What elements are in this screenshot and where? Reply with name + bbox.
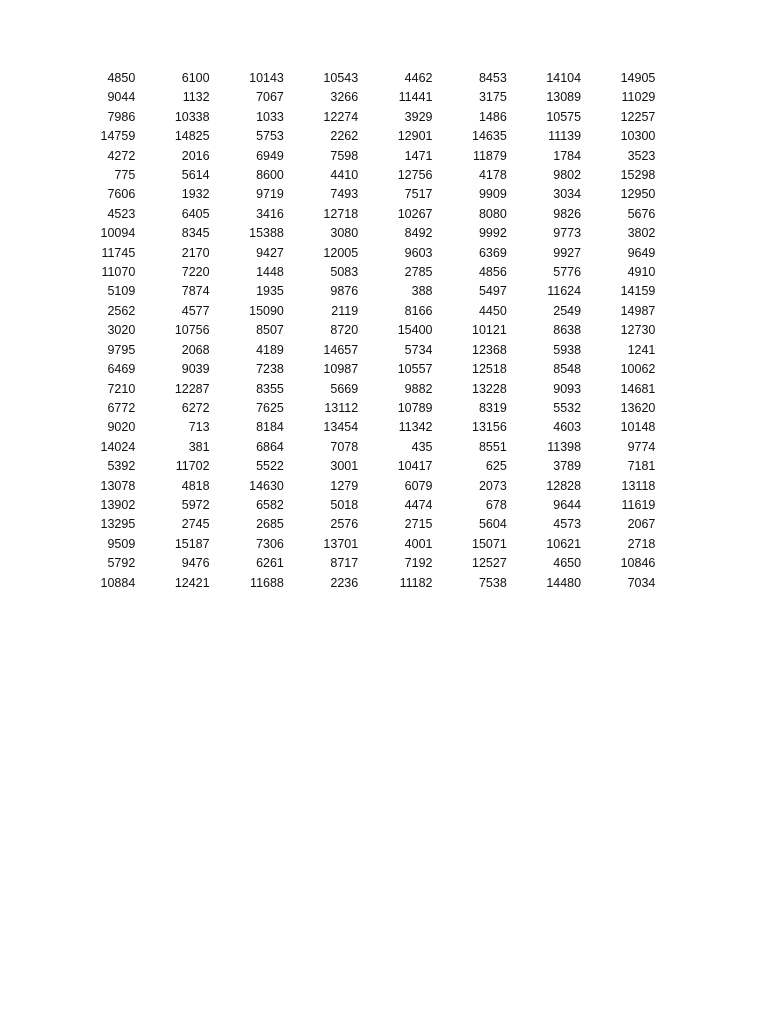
table-cell: 9876 — [330, 284, 359, 299]
table-cell: 11398 — [547, 439, 582, 454]
table-cell: 2745 — [181, 517, 210, 532]
table-cell: 2016 — [181, 148, 210, 163]
table-cell: 4001 — [404, 536, 433, 551]
table-cell: 9476 — [181, 556, 210, 571]
table-cell: 4523 — [107, 206, 136, 221]
table-cell: 9795 — [107, 342, 136, 357]
table-cell: 13156 — [472, 420, 507, 435]
table-cell: 6100 — [181, 71, 210, 85]
table-cell: 11745 — [101, 245, 136, 260]
table-cell: 2073 — [478, 478, 507, 493]
table-cell: 15090 — [249, 303, 284, 318]
table-cell: 9773 — [553, 226, 582, 241]
table-cell: 6582 — [256, 497, 284, 512]
table-cell: 10121 — [472, 323, 507, 338]
table-cell: 12421 — [174, 575, 210, 590]
table-cell: 6405 — [181, 206, 210, 221]
table-cell: 7067 — [256, 90, 284, 105]
table-cell: 2067 — [627, 517, 656, 532]
table-cell: 10143 — [249, 71, 284, 85]
table-cell: 14681 — [620, 381, 656, 396]
table-cell: 9882 — [404, 381, 433, 396]
table-cell: 11879 — [472, 148, 507, 163]
table-cell: 14024 — [100, 439, 136, 454]
table-cell: 15298 — [620, 168, 656, 183]
table-cell: 11139 — [548, 129, 582, 144]
table-cell: 5532 — [553, 400, 582, 415]
table-cell: 13295 — [100, 517, 136, 532]
table-cell: 10789 — [397, 400, 433, 415]
table-cell: 5753 — [256, 129, 284, 144]
table-row — [64, 185, 658, 204]
number-table-body — [64, 69, 658, 593]
table-cell: 7210 — [107, 381, 136, 396]
table-cell: 14104 — [546, 71, 582, 85]
table-cell: 14635 — [472, 129, 507, 144]
table-cell: 5676 — [627, 206, 656, 221]
table-cell: 9044 — [107, 90, 136, 105]
table-cell: 6469 — [107, 362, 136, 377]
table-row — [64, 263, 658, 282]
table-cell: 12901 — [397, 129, 433, 144]
table-cell: 9039 — [181, 362, 210, 377]
table-row — [64, 282, 658, 301]
table-cell: 1448 — [256, 265, 284, 280]
table-row — [64, 515, 658, 534]
table-row — [64, 205, 658, 224]
table-cell: 435 — [411, 439, 433, 454]
table-cell: 1132 — [182, 90, 210, 105]
table-row — [64, 399, 658, 418]
table-cell: 5734 — [404, 342, 433, 357]
table-cell: 3802 — [627, 226, 656, 241]
table-row — [64, 108, 658, 127]
table-cell: 14825 — [174, 129, 210, 144]
table-cell: 5776 — [553, 265, 582, 280]
table-row — [64, 321, 658, 340]
table-cell: 10338 — [174, 109, 210, 124]
table-cell: 8080 — [478, 206, 507, 221]
table-cell: 7598 — [330, 148, 359, 163]
table-cell: 4450 — [478, 303, 507, 318]
table-row — [64, 418, 658, 437]
table-cell: 12518 — [472, 362, 507, 377]
table-cell: 12756 — [397, 168, 433, 183]
table-cell: 11342 — [398, 420, 433, 435]
table-cell: 2170 — [181, 245, 210, 260]
table-cell: 1279 — [330, 478, 359, 493]
table-row — [64, 224, 658, 243]
table-cell: 11624 — [547, 284, 582, 299]
table-cell: 7625 — [256, 400, 284, 415]
table-row — [64, 341, 658, 360]
table-cell: 10884 — [100, 575, 136, 590]
table-cell: 8355 — [256, 381, 284, 396]
table-cell: 2562 — [107, 303, 136, 318]
table-cell: 5614 — [181, 168, 210, 183]
table-cell: 9093 — [553, 381, 582, 396]
table-cell: 7192 — [404, 556, 433, 571]
table-cell: 625 — [485, 459, 507, 474]
table-cell: 12274 — [323, 109, 359, 124]
table-cell: 10543 — [323, 71, 359, 85]
table-row — [64, 554, 658, 573]
table-cell: 4272 — [107, 148, 136, 163]
table-cell: 4818 — [181, 478, 210, 493]
table-cell: 5018 — [330, 497, 359, 512]
table-cell: 6772 — [107, 400, 136, 415]
table-cell: 2576 — [330, 517, 359, 532]
table-cell: 6079 — [404, 478, 433, 493]
table-cell: 8166 — [404, 303, 433, 318]
table-cell: 10621 — [546, 536, 582, 551]
table-cell: 4474 — [404, 497, 433, 512]
table-cell: 9826 — [553, 206, 582, 221]
table-cell: 7874 — [181, 284, 210, 299]
table-cell: 5669 — [330, 381, 359, 396]
table-cell: 1471 — [404, 148, 433, 163]
table-cell: 6272 — [181, 400, 210, 415]
table-cell: 3020 — [107, 323, 136, 338]
table-cell: 15400 — [397, 323, 433, 338]
table-cell: 1935 — [256, 284, 284, 299]
table-cell: 4462 — [404, 71, 433, 85]
table-cell: 8319 — [478, 400, 507, 415]
table-cell: 5109 — [107, 284, 136, 299]
table-cell: 10062 — [620, 362, 656, 377]
table-cell: 15071 — [472, 536, 507, 551]
table-cell: 8453 — [478, 71, 507, 85]
table-row — [64, 574, 658, 593]
table-cell: 775 — [114, 168, 136, 183]
table-cell: 7078 — [330, 439, 359, 454]
table-cell: 5604 — [478, 517, 507, 532]
table-cell: 9427 — [256, 245, 284, 260]
table-cell: 10756 — [174, 323, 210, 338]
table-cell: 10417 — [397, 459, 433, 474]
table-cell: 2715 — [404, 517, 433, 532]
table-cell: 1784 — [553, 148, 582, 163]
table-cell: 14657 — [323, 342, 359, 357]
table-cell: 14630 — [249, 478, 284, 493]
table-cell: 4573 — [553, 517, 582, 532]
table-cell: 14987 — [620, 303, 656, 318]
table-cell: 13902 — [100, 497, 136, 512]
table-cell: 7517 — [404, 187, 433, 202]
table-cell: 8551 — [478, 439, 507, 454]
table-cell: 3929 — [404, 109, 433, 124]
table-cell: 7306 — [256, 536, 284, 551]
table-cell: 13620 — [620, 400, 656, 415]
table-cell: 10987 — [323, 362, 359, 377]
table-cell: 2262 — [330, 129, 359, 144]
table-row — [64, 166, 658, 185]
table-cell: 1932 — [181, 187, 210, 202]
table-cell: 9992 — [478, 226, 507, 241]
table-cell: 9020 — [107, 420, 136, 435]
table-cell: 4178 — [478, 168, 507, 183]
table-cell: 8184 — [256, 420, 284, 435]
table-cell: 7986 — [107, 109, 136, 124]
table-cell: 5938 — [553, 342, 582, 357]
table-cell: 13112 — [324, 400, 359, 415]
table-cell: 12287 — [174, 381, 210, 396]
table-row — [64, 477, 658, 496]
table-cell: 713 — [188, 420, 210, 435]
table-cell: 13089 — [546, 90, 582, 105]
table-row — [64, 244, 658, 263]
table-row — [64, 69, 658, 88]
table-cell: 6261 — [256, 556, 284, 571]
table-row — [64, 438, 658, 457]
table-cell: 12005 — [323, 245, 359, 260]
table-cell: 5522 — [256, 459, 284, 474]
table-cell: 10557 — [397, 362, 433, 377]
table-cell: 5392 — [107, 459, 136, 474]
table-cell: 3034 — [553, 187, 582, 202]
table-cell: 12718 — [323, 206, 359, 221]
table-cell: 3001 — [330, 459, 359, 474]
table-cell: 13118 — [621, 478, 656, 493]
table-cell: 11688 — [250, 575, 284, 590]
table-cell: 11029 — [621, 90, 656, 105]
table-cell: 2068 — [181, 342, 210, 357]
table-cell: 3789 — [553, 459, 582, 474]
table-cell: 8507 — [256, 323, 284, 338]
table-cell: 2119 — [331, 303, 359, 318]
table-cell: 6864 — [256, 439, 284, 454]
table-cell: 4856 — [478, 265, 507, 280]
table-cell: 4910 — [627, 265, 656, 280]
table-cell: 3080 — [330, 226, 359, 241]
table-cell: 8345 — [181, 226, 210, 241]
table-cell: 13701 — [323, 536, 359, 551]
table-row — [64, 88, 658, 107]
table-cell: 388 — [411, 284, 433, 299]
table-cell: 3523 — [627, 148, 656, 163]
table-cell: 8638 — [553, 323, 582, 338]
table-cell: 7220 — [181, 265, 210, 280]
table-cell: 14905 — [620, 71, 656, 85]
table-cell: 10846 — [620, 556, 656, 571]
table-cell: 8717 — [330, 556, 359, 571]
table-cell: 9719 — [256, 187, 284, 202]
table-cell: 11702 — [175, 459, 210, 474]
table-cell: 2549 — [553, 303, 582, 318]
table-cell: 1486 — [478, 109, 507, 124]
table-cell: 9909 — [478, 187, 507, 202]
table-cell: 9509 — [107, 536, 136, 551]
table-cell: 8720 — [330, 323, 359, 338]
table-cell: 2236 — [330, 575, 359, 590]
table-row — [64, 496, 658, 515]
table-cell: 12257 — [620, 109, 656, 124]
table-cell: 678 — [485, 497, 507, 512]
table-cell: 12950 — [620, 187, 656, 202]
table-row — [64, 302, 658, 321]
table-cell: 10575 — [546, 109, 582, 124]
table-cell: 4189 — [256, 342, 284, 357]
table-cell: 9649 — [627, 245, 656, 260]
table-cell: 5083 — [330, 265, 359, 280]
table-cell: 10094 — [100, 226, 136, 241]
table-cell: 7238 — [256, 362, 284, 377]
table-cell: 11182 — [399, 575, 433, 590]
table-cell: 10148 — [620, 420, 656, 435]
table-cell: 381 — [188, 439, 210, 454]
table-cell: 12730 — [620, 323, 656, 338]
table-cell: 6949 — [256, 148, 284, 163]
table-cell: 10300 — [620, 129, 656, 144]
table-cell: 13228 — [472, 381, 507, 396]
table-cell: 7538 — [478, 575, 507, 590]
table-cell: 9603 — [404, 245, 433, 260]
table-cell: 5497 — [478, 284, 507, 299]
table-cell: 3266 — [330, 90, 359, 105]
table-cell: 2685 — [256, 517, 284, 532]
table-cell: 11441 — [398, 90, 433, 105]
table-cell: 4603 — [553, 420, 582, 435]
table-row — [64, 360, 658, 379]
table-cell: 14159 — [620, 284, 656, 299]
table-cell: 13454 — [323, 420, 359, 435]
table-cell: 4577 — [181, 303, 210, 318]
table-cell: 3175 — [478, 90, 507, 105]
table-cell: 14480 — [546, 575, 582, 590]
table-cell: 7181 — [627, 459, 656, 474]
table-cell: 7034 — [627, 575, 656, 590]
table-cell: 15388 — [249, 226, 284, 241]
table-cell: 4410 — [330, 168, 359, 183]
table-cell: 4650 — [553, 556, 582, 571]
table-cell: 9774 — [627, 439, 656, 454]
table-cell: 12368 — [472, 342, 507, 357]
table-cell: 12527 — [472, 556, 507, 571]
table-cell: 11070 — [101, 265, 136, 280]
table-cell: 3416 — [256, 206, 284, 221]
table-cell: 8600 — [256, 168, 284, 183]
table-row — [64, 127, 658, 146]
table-cell: 14759 — [100, 129, 136, 144]
table-cell: 9927 — [553, 245, 582, 260]
table-cell: 2718 — [627, 536, 656, 551]
table-cell: 7606 — [107, 187, 136, 202]
table-cell: 2785 — [404, 265, 433, 280]
table-cell: 11619 — [621, 497, 656, 512]
table-cell: 5972 — [181, 497, 210, 512]
table-row — [64, 147, 658, 166]
table-cell: 9644 — [553, 497, 582, 512]
table-cell: 15187 — [174, 536, 210, 551]
table-cell: 4850 — [107, 71, 136, 85]
table-cell: 5792 — [107, 556, 136, 571]
table-cell: 1241 — [627, 342, 656, 357]
table-cell: 6369 — [478, 245, 507, 260]
table-row — [64, 457, 658, 476]
table-cell: 8548 — [553, 362, 582, 377]
table-cell: 12828 — [546, 478, 582, 493]
table-row — [64, 535, 658, 554]
table-cell: 1033 — [256, 109, 284, 124]
number-table — [64, 69, 658, 593]
table-cell: 13078 — [100, 478, 136, 493]
table-cell: 10267 — [397, 206, 433, 221]
table-cell: 9802 — [553, 168, 582, 183]
table-row — [64, 380, 658, 399]
table-cell: 7493 — [330, 187, 359, 202]
table-cell: 8492 — [404, 226, 433, 241]
